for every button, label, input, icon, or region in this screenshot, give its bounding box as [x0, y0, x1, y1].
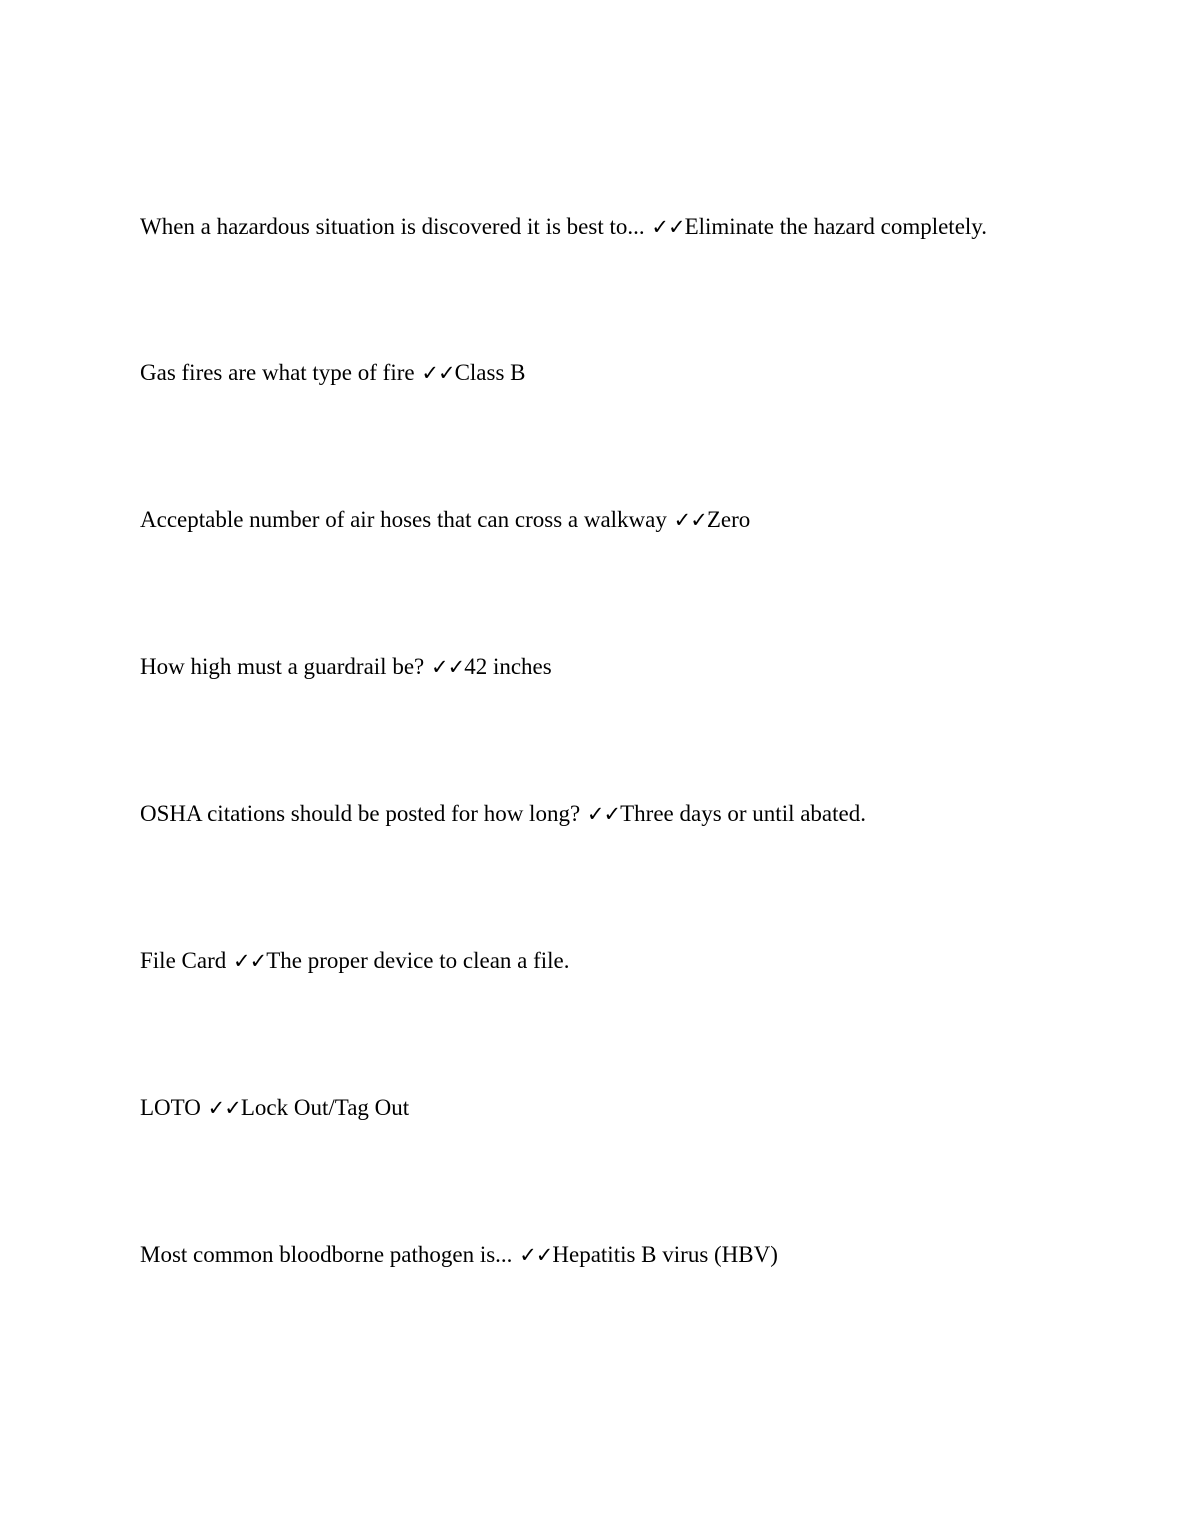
question-text: Acceptable number of air hoses that can cross a walkway [140, 507, 667, 532]
question-text: LOTO [140, 1095, 201, 1120]
qa-item [140, 359, 526, 387]
question-text: File Card [140, 948, 227, 973]
answer-text: Hepatitis B virus (HBV) [552, 1242, 778, 1267]
double-check-icon: ✓✓ [586, 802, 621, 826]
answer-text: Lock Out/Tag Out [240, 1095, 410, 1120]
qa-item [140, 653, 552, 681]
qa-item [140, 800, 866, 828]
double-check-icon: ✓✓ [233, 949, 267, 973]
answer-text: 42 inches [464, 654, 552, 679]
question-text: Gas fires are what type of fire [140, 360, 415, 385]
qa-item [140, 213, 987, 241]
double-check-icon: ✓✓ [673, 508, 707, 532]
double-check-icon: ✓✓ [421, 361, 455, 385]
question-text: How high must a guardrail be? [140, 654, 425, 679]
answer-text: Eliminate the hazard completely. [684, 214, 988, 239]
question-text: When a hazardous situation is discovered it is best to... [140, 214, 645, 239]
double-check-icon: ✓✓ [519, 1243, 553, 1267]
answer-text: The proper device to clean a file. [266, 948, 570, 973]
double-check-icon: ✓✓ [651, 215, 685, 239]
answer-text: Zero [706, 507, 751, 532]
double-check-icon: ✓✓ [430, 655, 465, 679]
question-text: OSHA citations should be posted for how long? [140, 801, 581, 826]
question-text: Most common bloodborne pathogen is... [140, 1242, 513, 1267]
qa-item [140, 947, 570, 975]
answer-text: Class B [454, 360, 526, 385]
qa-item [140, 1241, 778, 1269]
qa-item [140, 1094, 409, 1122]
qa-item [140, 506, 750, 534]
answer-text: Three days or until abated. [620, 801, 866, 826]
double-check-icon: ✓✓ [207, 1096, 241, 1120]
